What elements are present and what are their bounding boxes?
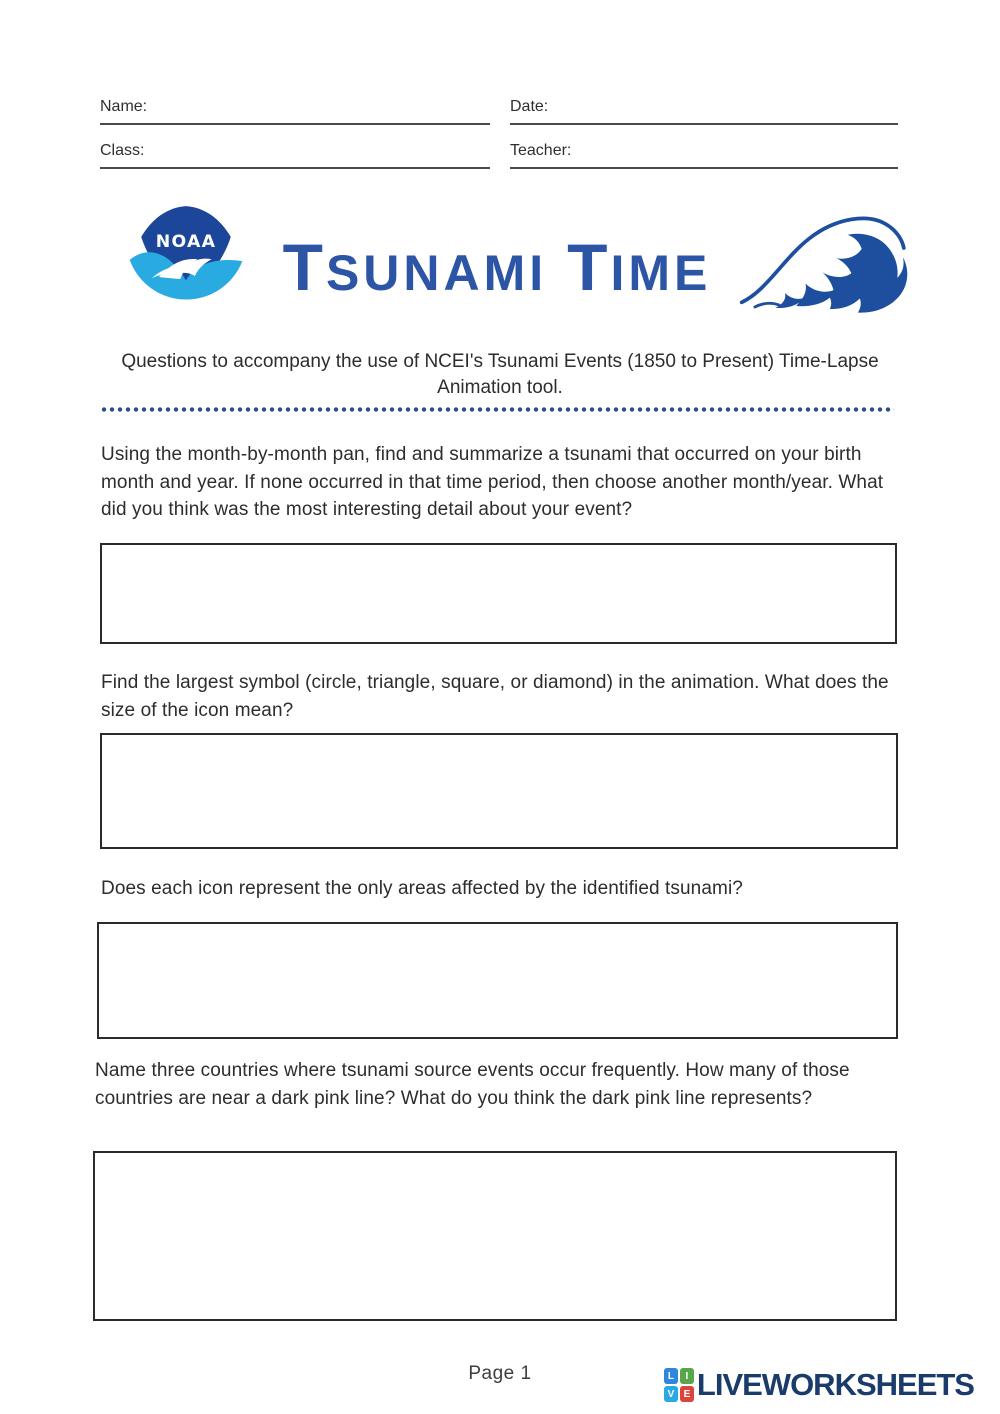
logo-square-e: E — [680, 1386, 694, 1402]
liveworksheets-wordmark: LIVEWORKSHEETS — [696, 1367, 974, 1402]
teacher-input-line[interactable] — [510, 141, 898, 167]
wave-spray-line — [755, 303, 779, 307]
title-word2-rest: IME — [610, 245, 712, 301]
name-label: Name: — [100, 98, 148, 115]
date-field — [510, 97, 898, 125]
noaa-wordmark: NOAA — [155, 232, 217, 253]
teacher-label: Teacher: — [510, 142, 572, 159]
logo-square-i: I — [680, 1368, 694, 1384]
wave-illustration-icon — [738, 201, 916, 323]
title-word2-initial: T — [567, 230, 611, 304]
liveworksheets-logo[interactable] — [664, 1367, 974, 1403]
answer-box-1[interactable] — [100, 543, 897, 644]
wave-curl-shape — [796, 234, 907, 313]
teacher-field — [510, 141, 898, 169]
class-label: Class: — [100, 142, 145, 159]
answer-box-4[interactable] — [93, 1151, 897, 1321]
noaa-logo-icon — [122, 197, 250, 333]
logo-square-l: L — [664, 1368, 678, 1384]
question-4-text: Name three countries where tsunami source events occur frequently. How many of those countries are near a dark pink line? What do you think the dark pink line represents? — [95, 1060, 850, 1109]
page-title — [262, 229, 732, 309]
worksheet-subtitle: Questions to accompany the use of NCEI's Tsunami Events (1850 to Present) Time-Lapse Animation tool. — [121, 351, 879, 398]
answer-box-3[interactable] — [97, 922, 898, 1039]
dotted-divider — [100, 407, 894, 412]
page-number-label: Page 1 — [468, 1363, 532, 1384]
question-2-text: Find the largest symbol (circle, triangle, square, or diamond) in the animation. What does the size of the icon mean? — [101, 672, 889, 721]
answer-box-2[interactable] — [100, 733, 898, 849]
logo-square-v: V — [664, 1386, 678, 1402]
name-input-line[interactable] — [100, 97, 490, 123]
title-word1-initial: T — [282, 230, 326, 304]
class-field — [100, 141, 490, 169]
name-field — [100, 97, 490, 125]
question-1-text: Using the month-by-month pan, find and summarize a tsunami that occurred on your birth month and year. If none occurred in that time period, then choose another month/year. What did you think was the most interesting detail about your event? — [101, 444, 884, 520]
liveworksheets-grid-icon — [664, 1368, 694, 1402]
title-word1-rest: SUNAMI — [325, 245, 548, 301]
question-3-text: Does each icon represent the only areas affected by the identified tsunami? — [101, 878, 743, 899]
date-label: Date: — [510, 98, 549, 115]
class-input-line[interactable] — [100, 141, 490, 167]
date-input-line[interactable] — [510, 97, 898, 123]
